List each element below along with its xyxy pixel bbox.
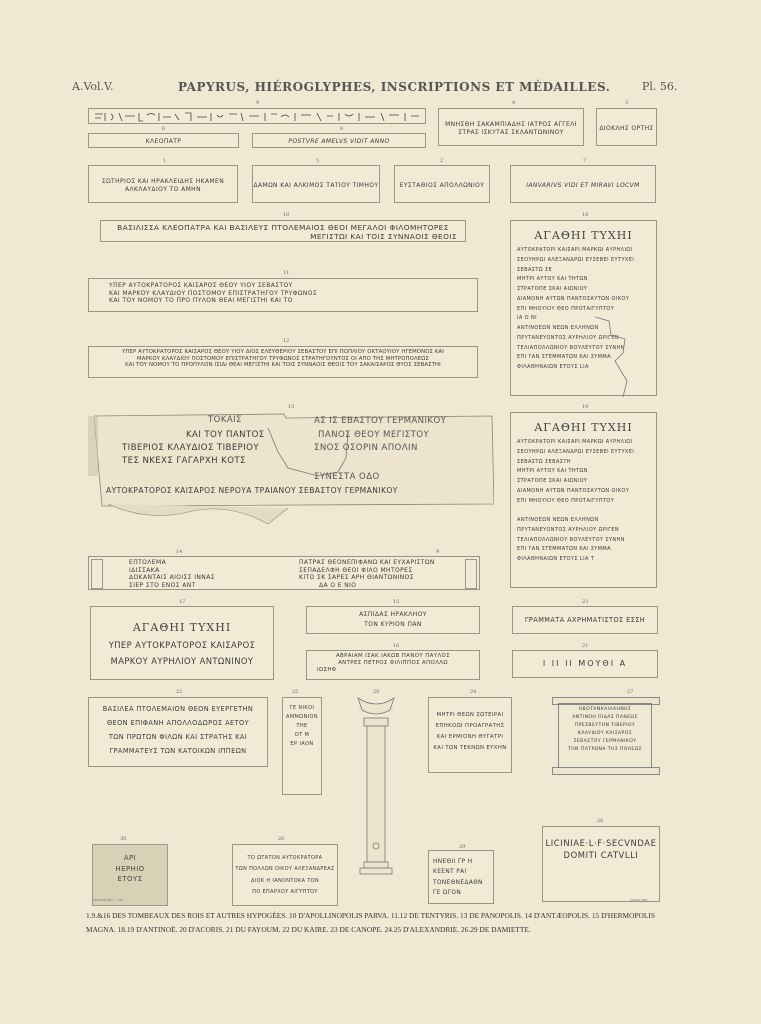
- inscription-16: [306, 650, 480, 680]
- figure-number: 23: [582, 599, 589, 605]
- inscription-6: ΚΛΕΟΠΑΤΡ: [88, 133, 239, 148]
- caption-line: MAGNA. 18.19 D'ANTINOË. 20 D'ACORIS. 21 DU FAYOUM. 22 DU KAIRE. 23 DE CANOPE. 24.25 D'ALEXANDRIE. 26.29 DE DAMIETTE.: [86, 925, 531, 934]
- figure-number: 1: [163, 158, 167, 164]
- figure-number: 3: [625, 100, 629, 106]
- inscription-11-line: ΥΠΕΡ ΑΥΤΟΚΡΑΤΟΡΟΣ ΚΑΙΣΑΡΟΣ ΘΕΟΥ ΥΙΟΥ ΣΕΒΑΣΤΟΥ: [109, 282, 293, 289]
- figure-number: 4: [512, 100, 516, 106]
- inscription-11-line: ΚΑΙ ΤΟΥ ΝΟΜΟΥ ΤΟ ΠΡΟ ΠΥΛΟΝ ΘΕΑΙ ΜΕΓΙΣΤΗΙ ΚΑΙ ΤΟ: [109, 297, 293, 304]
- inscription-21: Ι ΙΙ ΙΙ ΜΟΥΘΙ Α: [512, 650, 658, 678]
- figure-number: 21: [582, 643, 589, 649]
- inscription-20: ΤΟ ΩΤΑΤΟΝ ΑΥΤΟΚΡΑΤΟΡΑ ΤΩΝ ΠΟΛΛΩΝ ΟΙΚΟΥ ΑΛΕΞΑΝΔΡΕΑΣ ΔΙΟΚ Η ΙΑΝΟΝΤΟΚΑ ΤΟΝ ΠΟ ΕΠΑΡΧΟΥ ΑΙΓΥΠΤΟΥ: [232, 844, 338, 906]
- engraver-credit-right: Gravé par ...: [630, 898, 653, 902]
- inscription-27-body: ΗΒΟΤΑΝΚΑΙΛΑΗΝΗΣ ΑΝΤΙΝΟΗ ΠΙΔΑΣ ΠΑΝΕΩΣ ΠΡΕΣΒΕΥΤΗΝ ΤΙΒΕΡΙΟΥ ΚΛΑΥΔΙΟΥ ΚΑΙΣΑΡΟΣ ΣΕΒΑΣΤΟΥ ΓΕΡΜΑΝΙΚΟΥ ΤΗΝ ΠΑΤΡΩΝΑ ΤΗΣ ΠΟΛΕΩΣ: [558, 703, 652, 769]
- inscription-15-line: ΤΟΝ ΚΥΡΙΟΝ ΠΑΝ: [364, 620, 422, 628]
- inscription-7: IANVARIVS VIDI ET MIRAVI LOCVM: [510, 165, 656, 203]
- inscription-13-slab: [88, 412, 494, 532]
- inscription-13-line: ΤΟΚΑΙΣ: [208, 415, 242, 425]
- caption-line: 1.9.&16 DES TOMBEAUX DES ROIS ET AUTRES HYPOGÉES. 10 D'APOLLINOPOLIS PARVA. 11.12 DE TENTYRIS. 13 DE PANOPOLIS. 14 D'ANTÆOPOLIS. 15 D'HERMOPOLIS: [86, 911, 655, 920]
- inscription-17-line: ΥΠΕΡ ΑΥΤΟΚΡΑΤΟΡΟΣ ΚΑΙΣΑΡΟΣ: [108, 640, 256, 650]
- inscription-18: [510, 220, 657, 396]
- inscription-30-fragment: [92, 844, 168, 906]
- altar-base: [552, 767, 660, 775]
- inscription-10-line: ΒΑΣΙΛΙΣΣΑ ΚΛΕΟΠΑΤΡΑ ΚΑΙ ΒΑΣΙΛΕΥΣ ΠΤΟΛΕΜΑΙΟΣ ΘΕΟΙ ΜΕΓΑΛΟΙ ΦΙΛΟΜΗΤΟΡΕΣ: [117, 223, 449, 232]
- inscription-16-line: ΑΒΡΑΙΑΜ ΙΣΑΚ ΙΑΚΩΒ ΠΑΝΟΥ ΠΑΥΛΟΣ: [335, 653, 451, 659]
- inscription-9-line: ΔΑ Ο Ε ΝΙΟ: [319, 581, 357, 589]
- figure-number: 30: [120, 836, 127, 842]
- figure-number: 9: [256, 100, 260, 106]
- plate-number: Pl. 56.: [642, 80, 678, 93]
- ornament-icon: [91, 559, 103, 589]
- inscription-14-line: ΔΟΚΑΝΤΑΙΣ ΑΙΟΙΣΣ ΙΝΝΑΣ: [129, 574, 215, 581]
- figure-number: 19: [582, 404, 589, 410]
- inscription-strip-14-9: [88, 556, 480, 590]
- inscription-12: [88, 346, 478, 378]
- inscription-16-line: ΙΩΣΗΦ: [317, 666, 337, 673]
- inscription-16-line: ΑΝΤΡΕΣ ΠΕΤΡΟΣ ΦΙΛΙΠΠΟΣ ΑΠΟΛΛΩ: [338, 659, 448, 666]
- inscription-4: ΜΝΗΣΘΗ ΣΑΚΑΜΠΙΑΔΗΣ ΙΑΤΡΟΣ ΑΓΓΕΛΙ ΣΤΡΑΣ ΙΣΚΥΤΑΣ ΣΚΛΑΝΤΩΝΙΝΟΥ: [438, 108, 584, 146]
- inscription-17-heading: ΑΓΑΘΗΙ ΤΥΧΗΙ: [132, 621, 232, 634]
- figure-number: 17: [179, 599, 186, 605]
- inscription-9-line: ΠΑΤΡΑΣ ΘΕΟΝΕΠΙΦΑΝΩ ΚΑΙ ΕΥΧΑΡΙΣΤΩΝ: [299, 559, 435, 566]
- inscription-22: ΒΑΣΙΛΕΑ ΠΤΟΛΕΜΑΙΟΝ ΘΕΟΝ ΕΥΕΡΓΕΤΗΝ ΘΕΟΝ ΕΠΙΦΑΝΗ ΑΠΟΛΛΟΔΩΡΟΣ ΑΕΤΟΥ ΤΩΝ ΠΡΩΤΩΝ ΦΙΛΩΝ ΚΑΙ ΣΤΡΑΤΗΣ ΚΑΙ ΓΡΑΜΜΑΤΕΥΣ ΤΩΝ ΚΑΤΟΙΚΩΝ ΙΠΠΕΩΝ: [88, 697, 268, 767]
- inscription-14-line: ΣΙΕΡ ΣΤΟ ΕΝΟΣ ΑΝΤ: [129, 581, 196, 589]
- figure-number: 27: [627, 689, 634, 695]
- inscription-13-line: ΚΑΙ ΤΟΥ ΠΑΝΤΟΣ: [186, 430, 265, 440]
- figure-number: 25: [292, 689, 299, 695]
- inscription-19-heading: ΑΓΑΘΗΙ ΤΥΧΗΙ: [534, 421, 633, 434]
- inscription-13-line: ΣΝΟΣ ΟΣΟΡΙΝ ΑΠΟΛΙΝ: [314, 443, 418, 453]
- inscription-1: ΣΩΤΗΡΙΟΣ ΚΑΙ ΗΡΑΚΛΕΙΔΗΣ ΗΚΑΜΕΝ ΑΛΚΛΑΥΔΙΟΥ ΤΟ ΑΜΗΝ: [88, 165, 238, 203]
- inscription-12-line: ΜΑΡΚΟΥ ΚΛΑΥΔΙΟΥ ΠΟΣΤΟΜΟΥ ΕΠΙΣΤΡΑΤΗΓΟΥ ΤΡΥΦΩΝΟΣ ΣΤΡΑΤΗΓΟΥΝΤΟΣ ΟΙ ΑΠΟ ΤΗΣ ΜΗΤΡΟΠΟΛΕΩΣ: [137, 355, 429, 362]
- figure-number: 14: [176, 549, 183, 555]
- inscription-15: [306, 606, 480, 634]
- inscription-24: ΜΗΤΡΙ ΘΕΩΝ ΣΩΤΕΙΡΑΙ ΕΠΗΚΟΩΙ ΠΡΟΑΓΡΑΤΗΣ ΚΑΙ ΕΡΜΙΟΝΗ ΘΥΓΑΤΡΙ ΚΑΙ ΤΩΝ ΤΕΚΝΩΝ ΕΥΧΗΝ: [428, 697, 512, 773]
- inscription-12-line: ΚΑΙ ΤΟΥ ΝΟΜΟΥ ΤΟ ΠΡΟΠΥΛΟΝ ΙΣΙΔΙ ΘΕΑΙ ΜΕΓΙΣΤΗΙ ΚΑΙ ΤΟΙΣ ΣΥΝΝΑΟΙΣ ΘΕΟΙΣ ΤΟΥ ΣΑΚΑΙΣΑΡΟΣ ΘΥΟΣ ΣΕΒΑΣΤΗΙ: [125, 362, 441, 369]
- figure-number: 26: [597, 818, 604, 824]
- inscription-18-heading: ΑΓΑΘΗΙ ΤΥΧΗΙ: [534, 229, 633, 242]
- figure-number: 9: [436, 549, 440, 555]
- inscription-19: [510, 412, 657, 588]
- inscription-15-line: ΑΣΠΙΔΑΣ ΗΡΑΚΛΗΟΥ: [359, 611, 427, 618]
- inscription-13-line: ΤΙΒΕΡΙΟΣ ΚΛΑΥΔΙΟΣ ΤΙΒΕΡΙΟΥ: [122, 443, 259, 453]
- figure-number: 2: [440, 158, 444, 164]
- inscription-3: ΔΙΟΚΛΗΣ ΟΡΤΗΣ: [596, 108, 657, 146]
- figure-number: 24: [470, 689, 477, 695]
- figure-number: 22: [176, 689, 183, 695]
- figure-number: 5: [316, 158, 320, 164]
- inscription-29: ΗΝΕΘΙΙ ΓΡ Η ΚΕΕΝΤ ΡΑΙ ΤΟΝΕΘΝΕΔΑΘΝ ΓΕ ΩΓΟΝ: [428, 850, 494, 904]
- inscription-9-line: ΣΕΠΑΔΕΛΦΗ ΘΕΟΙ ΦΙΛΟ ΜΗΤΟΡΕΣ: [299, 566, 413, 574]
- inscription-13-line: ΑΣ ΙΣ ΕΒΑΣΤΟΥ ΓΕΡΜΑΝΙΚΟΥ: [314, 416, 447, 426]
- inscription-13-line: ΤΕΣ ΝΚΕΧΣ ΓΑΓΑΡΧΗ ΚΟΤΣ: [122, 456, 246, 466]
- figure-number: 11: [283, 270, 290, 276]
- plate-title: PAPYRUS, HIÉROGLYPHES, INSCRIPTIONS ET MÉDAILLES.: [178, 80, 611, 94]
- figure-number: 15: [393, 599, 400, 605]
- fracture-line: [511, 221, 656, 397]
- figure-number: 10: [283, 212, 290, 218]
- inscription-10-line: ΜΕΓΙΣΤΩΙ ΚΑΙ ΤΟΙΣ ΣΥΝΝΑΟΙΣ ΘΕΟΙΣ: [310, 232, 457, 242]
- figure-number: 8: [340, 126, 344, 132]
- inscription-8: POSTVRE AMELVS VIDIT ANNO: [252, 133, 426, 148]
- figure-number: 28: [373, 689, 380, 695]
- inscription-10: [100, 220, 466, 242]
- engraver-credit-left: Dessiné par ... et ...: [92, 898, 127, 902]
- inscription-23a: ΓΡΑΜΜΑΤΑ ΑΧΡΗΜΑΤΙΣΤΟΣ ΕΣΣΗ: [512, 606, 658, 634]
- inscription-13-line: ΑΥΤΟΚΡΑΤΟΡΟΣ ΚΑΙΣΑΡΟΣ ΝΕΡΟΥΑ ΤΡΑΙΑΝΟΥ ΣΕΒΑΣΤΟΥ ΓΕΡΜΑΝΙΚΟΥ: [106, 486, 398, 495]
- inscription-27-altar: [552, 697, 658, 775]
- inscription-9-line: ΚΙΤΟ ΣΚ ΣΑΡΕΣ ΑΡΗ ΘΙΑΝΤΩΝΙΝΟΣ: [299, 574, 414, 581]
- inscription-13-line: ΣΥΝΕΣΤΑ ΟΔΟ: [314, 472, 380, 482]
- inscription-25: ΓΕ ΝΙΚΟΙ ΑΜΜΩΝΙΟΝ ΤΗΕ ΟΤ Μ ΕΡ ΙΑΟΝ: [282, 697, 322, 795]
- volume-label: A.Vol.V.: [72, 80, 114, 93]
- inscription-5: ΔΑΜΩΝ ΚΑΙ ΑΛΚΙΜΟΣ ΤΑΤΙΟΥ ΤΙΜΗΟΥ: [252, 165, 380, 203]
- inscription-2: ΕΥΣΤΑΘΙΟΣ ΑΠΟΛΛΩΝΙΟΥ: [394, 165, 490, 203]
- hieroglyph-strip: [88, 108, 426, 124]
- column-illustration: [354, 696, 398, 876]
- inscription-11-line: ΚΑΙ ΜΑΡΚΟΥ ΚΛΑΥΔΙΟΥ ΠΟΣΤΟΜΟΥ ΕΠΙΣΤΡΑΤΗΓΟΥ ΤΡΥΦΩΝΟΣ: [109, 289, 318, 297]
- inscription-14-line: ΕΠΤΟΛΕΜΑ: [129, 559, 167, 566]
- inscription-17-line: ΜΑΡΚΟΥ ΑΥΡΗΛΙΟΥ ΑΝΤΩΝΙΝΟΥ: [110, 655, 254, 666]
- inscription-14-line: ΙΔΙΣΣΑΚΑ: [129, 566, 160, 574]
- hieroglyph-glyphs: [89, 110, 425, 124]
- inscription-13-line: ΠΑΝΟΣ ΘΕΟΥ ΜΕΓΙΣΤΟΥ: [318, 430, 430, 440]
- slab-outline: [88, 412, 494, 532]
- inscription-12-line: ΥΠΕΡ ΑΥΤΟΚΡΑΤΟΡΟΣ ΚΑΙΣΑΡΟΣ ΘΕΟΥ ΥΙΟΥ ΔΙΟΣ ΕΛΕΥΘΕΡΙΟΥ ΣΕΒΑΣΤΟΥ ΕΠΙ ΠΟΠΛΙΟΥ ΟΚΤΑΟΥΙΟΥ ΗΓΕΜΟΝΟΣ ΚΑΙ: [121, 349, 444, 355]
- inscription-18-body: ΑΥΤΟΚΡΑΤΟΡΙ ΚΑΙΣΑΡΙ ΜΑΡΚΩΙ ΑΥΡΗΛΙΩΙ ΣΕΟΥΗΡΩΙ ΑΛΕΞΑΝΔΡΩΙ ΕΥΣΕΒΕΙ ΕΥΤΥΧΕΙ ΣΕΒΑΣΤΩ ΣΕ ΜΗΤΡΙ ΑΥΤΟΥ ΚΑΙ ΤΗΤΩΝ ΣΤΡΑΤΟΠΕ ΣΚΑΙ ΑΙΩΝΙΟΥ ΔΙΑΜΟΝΗ ΑΥΤΩΝ ΠΑΝΤΟΣΑΥΤΩΝ ΟΙΚΟΥ ΕΠΙ ΜΗΟΥΙΟΥ ΘΕΟ ΠΡΟΤΑΙΓΥΠΤΟΥ ΙΑ Ο ΝΙ ΑΝΤΙΝΟΕΩΝ ΝΕΩΝ ΕΛΛΗΝΩΝ ΠΡΥΤΑΝΕΥΟΝΤΟΣ ΑΥΡΗΛΙΟΥ ΩΡΙΓΕΝ ΤΕΛΙΑΠΟΛΛΩΝΙΟΥ ΒΟΥΛΕΥΤΟΥ ΣΥΝΗΝ ΕΠΙ ΓΑΝ ΣΤΕΜΜΑΤΩΝ ΚΑΙ ΣΥΜΜΑ ΦΙΛΑΘΗΝΑΙΩΝ ΕΤΟΥΣ LΙΑ: [517, 247, 635, 370]
- inscription-17: [90, 606, 274, 680]
- inscription-19-body: ΑΥΤΟΚΡΑΤΟΡΙ ΚΑΙΣΑΡΙ ΜΑΡΚΩΙ ΑΥΡΗΛΙΩΙ ΣΕΟΥΗΡΩΙ ΑΛΕΞΑΝΔΡΩΙ ΕΥΣΕΒΕΙ ΕΥΤΥΧΕΙ ΣΕΒΑΣΤΩ ΣΕΒΑΣΤΗ ΜΗΤΡΙ ΑΥΤΟΥ ΚΑΙ ΤΗΤΩΝ ΣΤΡΑΤΟΠΕ ΣΚΑΙ ΑΙΩΝΙΟΥ ΔΙΑΜΟΝΗ ΑΥΤΩΝ ΠΑΝΤΟΣΑΥΤΩΝ ΟΙΚΟΥ ΕΠΙ ΜΗΟΥΙΟΥ ΘΕΟ ΠΡΟΤΑΙΓΥΠΤΟΥ ΑΝΤΙΝΟΕΩΝ ΝΕΩΝ ΕΛΛΗΝΩΝ ΠΡΥΤΑΝΕΥΟΝΤΟΣ ΑΥΡΗΛΙΟΥ ΩΡΙΓΕΝ ΤΕΛΙΑΠΟΛΛΩΝΙΟΥ ΒΟΥΛΕΥΤΟΥ ΣΥΝΗΝ ΕΠΙ ΓΑΝ ΣΤΕΜΜΑΤΩΝ ΚΑΙ ΣΥΜΜΑ ΦΙΛΑΘΗΝΑΙΩΝ ΕΤΟΥΣ LΙΑ Τ: [517, 439, 635, 562]
- figure-number: 20: [278, 836, 285, 842]
- figure-number: 13: [288, 404, 295, 410]
- inscription-11: [88, 278, 478, 312]
- inscription-26: LICINIAE·L·F·SECVNDAE DOMITI CATVLLI: [542, 826, 660, 902]
- figure-number: 18: [582, 212, 589, 218]
- figure-number: 12: [283, 338, 290, 344]
- inscription-30-text: ΑΡΙ ΗΕΡΗΙΟ ΕΤΟΥΣ: [115, 854, 145, 883]
- figure-number: 29: [459, 844, 466, 850]
- figure-number: 16: [393, 643, 400, 649]
- ornament-icon: [465, 559, 477, 589]
- figure-number: 6: [162, 126, 166, 132]
- figure-number: 7: [583, 158, 587, 164]
